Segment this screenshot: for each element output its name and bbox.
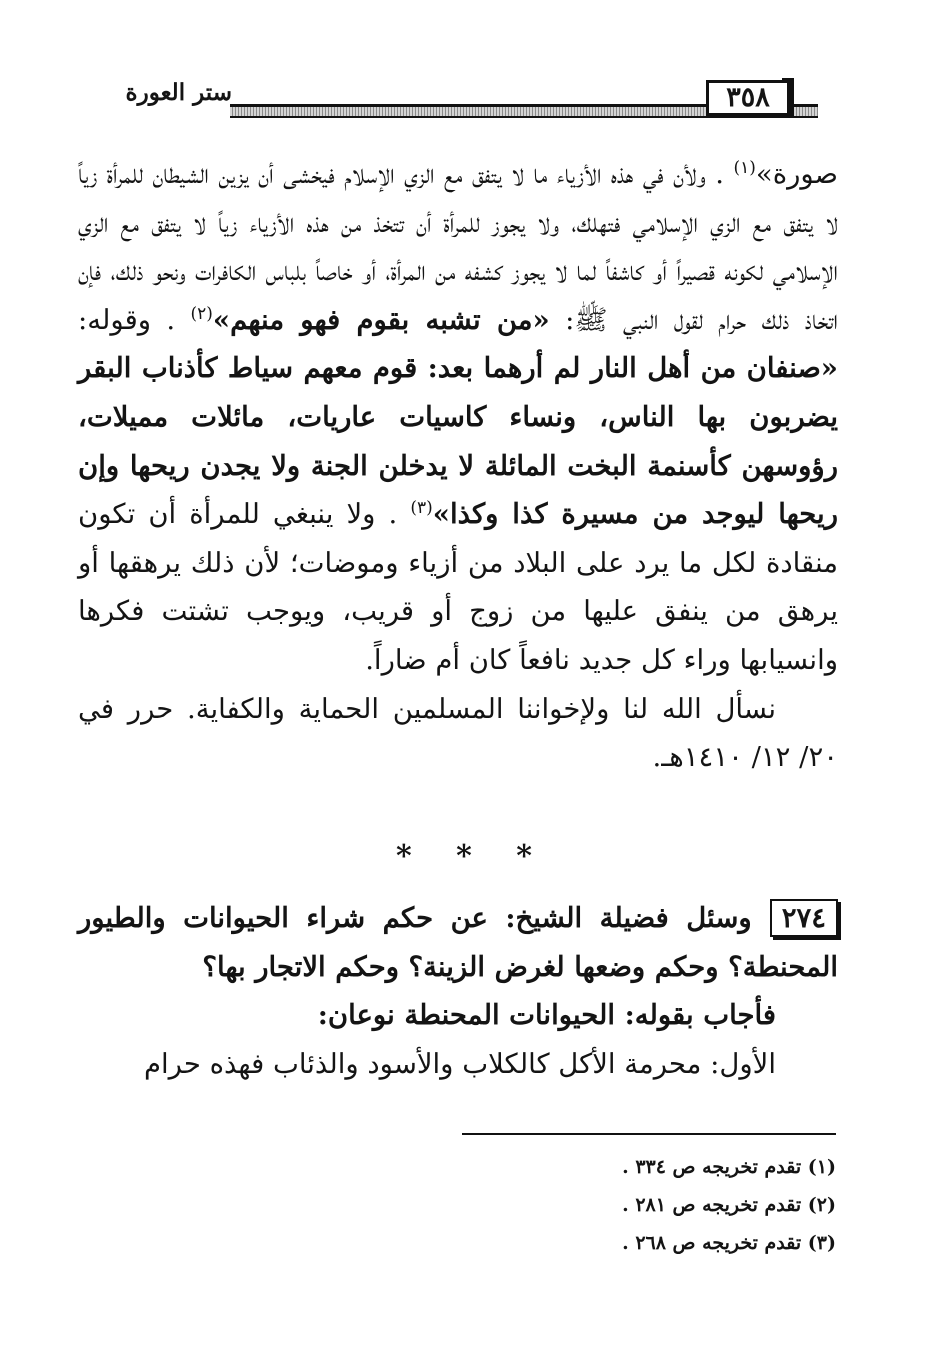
footnotes bbox=[420, 1148, 836, 1262]
paragraph-main bbox=[78, 150, 838, 685]
footnote-rule bbox=[462, 1133, 836, 1135]
running-title: ستر العورة bbox=[125, 79, 232, 106]
text-run: . ولا ينبغي للمرأة أن تكون منقادة لكل ما يرد على البلاد من أزياء وموضات؛ لأن ذلك يرهقها أو يرهق من ينفق عليها من زوج أو قريب، ويوجب تشتت فكرها وانسيابها وراء كل جديد نافعاً كان أم ضاراً. bbox=[78, 498, 838, 676]
hadith-quote: «صنفان من أهل النار لم أرهما بعد: قوم معهم سياط كأذناب البقر يضربون بها الناس، ونساء كاسيات عاريات، مائلات مميلات، رؤوسهن كأسنمة البخت المائلة لا يدخلن الجنة ولا يجدن ريحها وإن ريحها ليوجد من مسيرة كذا وكذا» bbox=[78, 352, 838, 531]
answer-first: الأول: محرمة الأكل كالكلاب والأسود والذئاب فهذه حرام bbox=[143, 1047, 776, 1080]
section-separator: * * * bbox=[396, 839, 532, 874]
text-run: . ولأن في هذه الأزياء ما لا يتفق مع الزي الإسلام فيخشى أن يزين الشيطان للمرأة زياً لا يتفق مع الزي الإسلامي فتهلك، ولا يجوز للمرأة أن تتخذ من هذه الأزياء زياً لا يتفق مع الزي الإسلامي لكونه قصيراً أو كاشفاً لما لا يجوز كشفه من المرأة، أو خاصاً بلباس الكافرات ونحو ذلك، فإن اتخاذ ذلك حرام لقول النبي ﷺ: bbox=[78, 158, 838, 336]
footnote-marker: (٣) bbox=[410, 498, 433, 518]
question-block bbox=[78, 894, 838, 1088]
footnote-marker: (١) bbox=[733, 157, 756, 178]
hadith-quote: «من تشبه بقوم فهو منهم» bbox=[212, 303, 550, 336]
paragraph-closing: نسأل الله لنا ولإخواننا المسلمين الحماية والكفاية. حرر في ٢٠/ ١٢/ ١٤١٠هـ. bbox=[78, 692, 838, 774]
page-number: ٣٥٨ bbox=[706, 80, 790, 116]
text-run: . وقوله: bbox=[78, 303, 191, 336]
text-run: صورة» bbox=[755, 158, 838, 190]
footnote-2: (٢) تقدم تخريجه ص ٢٨١ . bbox=[622, 1194, 836, 1216]
footnote-marker: (٢) bbox=[190, 303, 213, 324]
answer-intro: فأجاب بقوله: الحيوانات المحنطة نوعان: bbox=[317, 999, 776, 1032]
footnote-1: (١) تقدم تخريجه ص ٣٣٤ . bbox=[622, 1156, 836, 1178]
body-text bbox=[78, 150, 838, 782]
question-text: وسئل فضيلة الشيخ: عن حكم شراء الحيوانات والطيور المحنطة؟ وحكم وضعها لغرض الزينة؟ وحكم الاتجار بها؟ bbox=[78, 902, 838, 983]
footnote-3: (٣) تقدم تخريجه ص ٢٦٨ . bbox=[622, 1232, 836, 1254]
question-number: ٢٧٤ bbox=[770, 899, 838, 937]
question-paragraph bbox=[78, 894, 838, 991]
